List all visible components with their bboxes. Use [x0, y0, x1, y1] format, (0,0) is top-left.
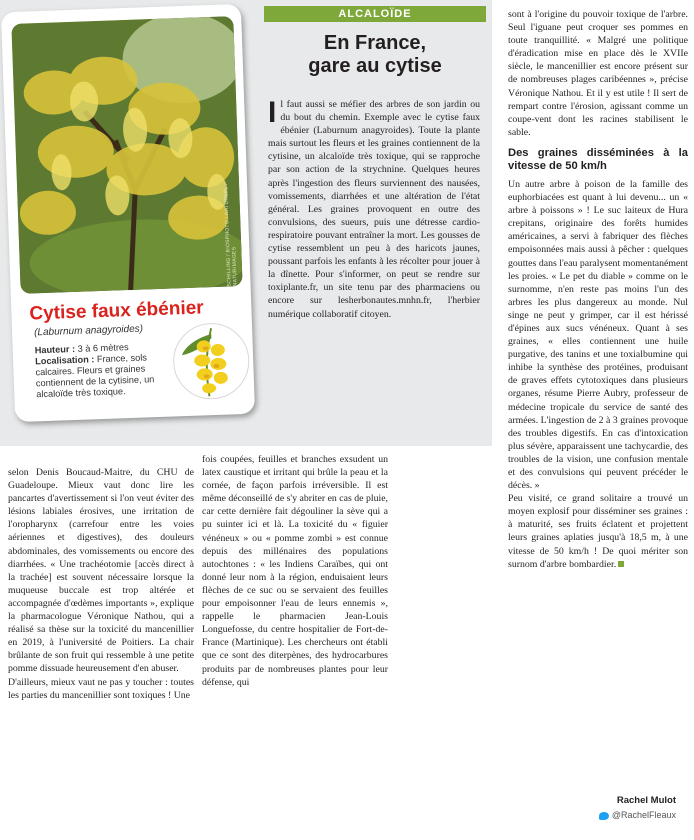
headline-line-1: En France, [323, 32, 427, 54]
column-2-paragraph-1: fois coupées, feuilles et branches exsudent un latex caustique et irritant qui brûle la peau et la cornée, de façon parfois irréversible. Il est même déconseillé de s'y abriter en cas de pluie, car cette dernière fait dégouliner la sève qui a pu suinter ici et là. La toxicité du « figuier vénéneux » ou « pomme zombi » est connue depuis des millénaires des populations autochtones : « les Indiens Caraïbes, qui ont donné leur nom à la région, enduisaient leurs flèches de ce suc ou se servaient des feuilles pour empoisonner l'eau de leurs ennemis », rappelle le pharmacien Jean-Louis Longuefosse, du centre hospitalier de Fort-de-France (Martinique). Les chercheurs ont établi que ce sont des diterpènes, des hydrocarbures produits par de nombreuses plantes pour leur défense, qui [202, 454, 388, 688]
section-kicker: ALCALOÏDE [264, 6, 486, 22]
column-2 [202, 453, 388, 689]
localisation-value: France, sols calcaires. Fleurs et graines contiennent de la cytisine, un alcaloïde très toxique. [35, 352, 155, 400]
tree-illustration [11, 16, 242, 294]
twitter-bird-icon [599, 812, 609, 820]
twitter-handle-text: @RachelFleaux [611, 810, 676, 820]
height-label: Hauteur : [34, 343, 76, 356]
box-paragraph: l faut aussi se méfier des arbres de son jardin ou du bout du chemin. Exemple avec le cytise faux ébénier (Laburnum anagyroides). Toute la plante mais surtout les fleurs et les graines contiennent de la cytisine, un alcaloïde très toxique, qui se rapproche par son action de la strychnine. Quelques heures après l'ingestion des fleurs surviennent des nausées, vomissements, diarrhées et une altération de l'état général. Les graines provoquent en outre des convulsions, des sueurs, puis une détresse cardio-respiratoire pouvant entraîner la mort. Les gousses de cytise ressemblent un peu à des haricots jaunes, poussant parfois les enfants à les récolter pour jouer à la dînette. Pour s'informer, on peut se rendre sur toxiplante.fr, un site tenu par des pharmaciens ou encore sur lesherbonautes.mnhn.fr, l'herbier numérique collaboratif citoyen. [268, 99, 480, 320]
headline-line-2: gare au cytise [308, 55, 442, 77]
height-value: 3 à 6 mètres [74, 342, 129, 354]
column-3-paragraph-3 [508, 492, 688, 571]
flower-illustration [173, 323, 251, 401]
column-1-paragraph-1: selon Denis Boucaud-Maitre, du CHU de Guadeloupe. Mieux vaut donc lire les pancartes d'avertissement si l'on veut éviter des lésions labiales érosives, une irritation de l'oropharynx (carrefour entre les voies aériennes et digestives), des douleurs abdominales, des vomissements ou encore des diarrhées. « Une trachéotomie [accès direct à la trachée] est souvent nécessaire lorsque la muqueuse buccale est trop altérée et accompagnée d'œdèmes importants », explique la pharmacologue Véronique Nathou, qui a réalisé sa thèse sur la toxicité du mancenillier en 2019, à l'université de Poitiers. La chair brûlante de son fruit qui ressemble à une petite pomme dissuade heureusement d'en abuser. [8, 467, 194, 675]
photo-credit: SCHILLING / BIOSPHOTO / NATUREPL / NATURIMAGES [223, 182, 239, 287]
twitter-handle[interactable] [599, 810, 676, 820]
column-3-subhead: Des graines disséminées à la vitesse de 50 km/h [508, 146, 688, 173]
column-3 [508, 8, 688, 571]
box-body [268, 98, 480, 321]
column-3-paragraph-2: Un autre arbre à poison de la famille des euphorbiacées est quant à lui devenu... un « arbre à poissons » ! Le suc laiteux de Hura crepitans, originaire des forêts humides américaines, a servi à fabriquer des flèches empoisonnées mais aussi à pêcher : quelques gouttes dans l'eau paralysent momentanément les proies. « Le pet du diable » comme on le surnomme, n'en reste pas moins l'un des arbres les plus dangereux au monde. Nul singe ne peut y grimper, car il est hérissé d'épines aux sucs vénéneux. Quant à ses graines, « elles contiennent une huile purgative, des tanins et une toxialbumine qui inhibe la synthèse des protéines, produisant de graves effets cytotoxiques dans plusieurs organes, résume Pierre Aubry, professeur de médecine tropicale du service de santé des armées. L'ingestion de 2 à 3 graines provoque des troubles digestifs. En cas d'intoxication plus sévère, apparaissent une tachycardie, des troubles de la vision, une confusion mentale et des convulsions qui peuvent précéder le décès. » [508, 178, 688, 492]
flower-closeup [172, 322, 251, 401]
laburnum-photo [11, 16, 242, 294]
card-info [35, 340, 177, 400]
box-headline [264, 32, 486, 78]
card-title: Cytise faux ébénier [29, 297, 204, 325]
end-mark-icon [618, 561, 624, 567]
plant-card [1, 4, 255, 422]
column-3-paragraph-3-text: Peu visité, ce grand solitaire a trouvé un moyen explosif pour disséminer ses graines : à maturité, ses fruits éclatent et projettent leurs graines aplaties jusqu'à 18,5 m, à une vitesse de 50 km/h ! De quoi mériter son surnom d'arbre bombardier. [508, 493, 688, 570]
localisation-label: Localisation : [34, 354, 95, 367]
column-1-paragraph-2: D'ailleurs, mieux vaut ne pas y toucher : toutes les parties du mancenillier sont toxiques ! Une [8, 676, 194, 701]
author-byline: Rachel Mulot [616, 795, 676, 806]
card-latin-name: (Laburnum anagyroides) [33, 323, 144, 339]
column-1 [8, 466, 194, 702]
column-3-paragraph-1: sont à l'origine du pouvoir toxique de l'arbre. Seul l'iguane peut croquer ses pommes en toute tranquillité. « Malgré une politique d'éradication mise en place dès le XVIIe siècle, le mancenillier est encore présent sur de nombreuses plages caribéennes », précise Véronique Nathou. Et il y est utile ! Il sert de rempart contre l'érosion, agissant comme un coupe-vent dont les racines stabilisent le sable. [508, 9, 688, 138]
drop-cap: I [268, 96, 277, 129]
